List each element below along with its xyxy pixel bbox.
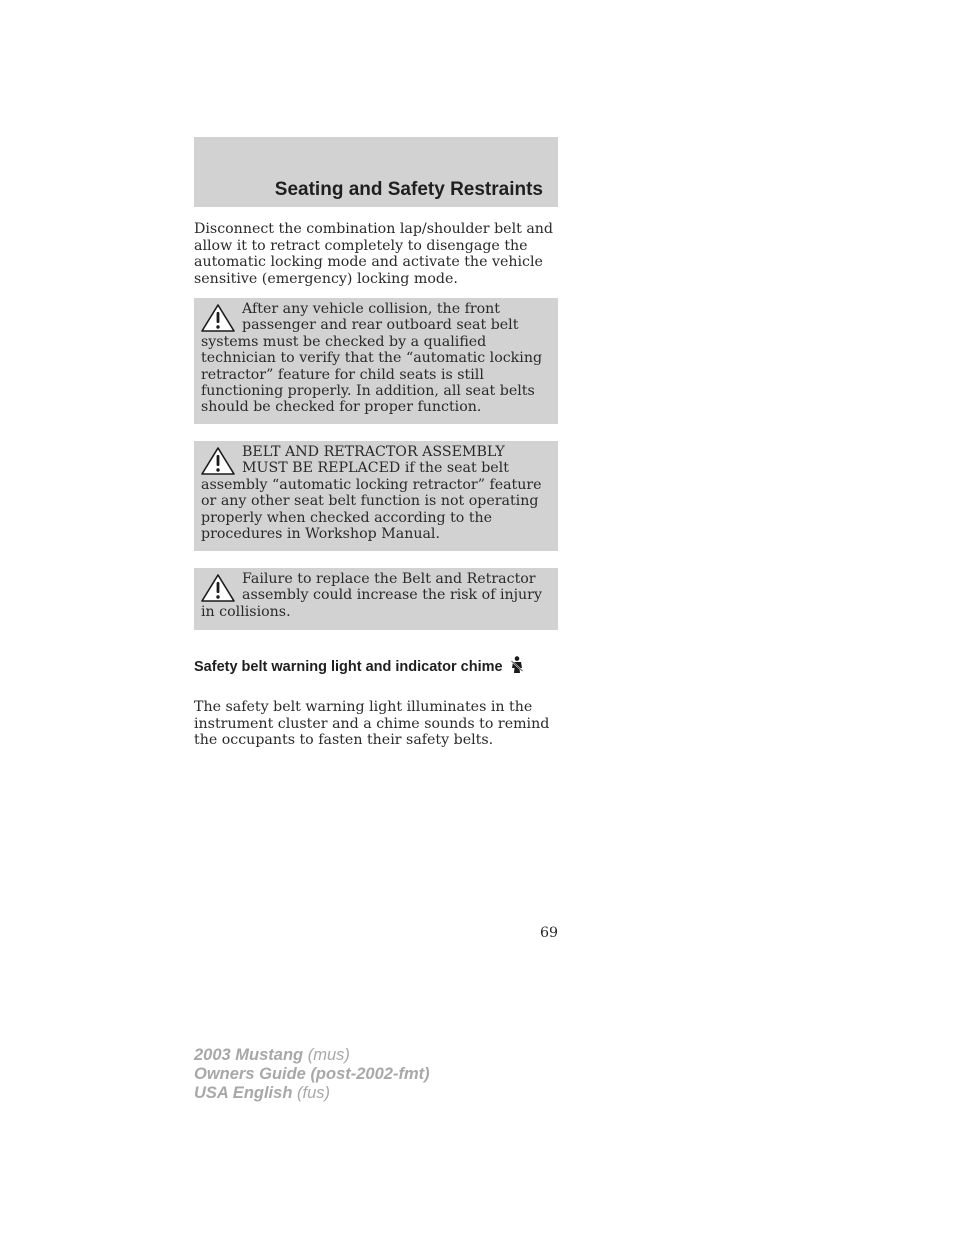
subsection-body: The safety belt warning light illuminates in the instrument cluster and a chime sounds to remind the occupants to fasten their safety belts. [194, 699, 550, 748]
warning-text: BELT AND RETRACTOR ASSEMBLY MUST BE REPLACED if the seat belt assembly “automatic locking retractor” feature or any other seat belt function is not operating properly when checked according to the procedures in Workshop Manual. [201, 444, 542, 543]
warning-box [194, 441, 558, 551]
section-title: Seating and Safety Restraints [274, 179, 543, 200]
warning-box [194, 298, 558, 424]
warning-triangle-icon [200, 446, 236, 476]
warning-triangle-icon [200, 573, 236, 603]
footer-line-language: USA English (fus) [194, 1084, 330, 1102]
footer-line-guide: Owners Guide (post-2002-fmt) [194, 1065, 430, 1083]
warning-text: Failure to replace the Belt and Retractor assembly could increase the risk of injury in collisions. [201, 571, 542, 620]
seatbelt-icon [509, 656, 525, 674]
warning-box [194, 568, 558, 630]
page-number: 69 [539, 925, 558, 941]
warning-text: After any vehicle collision, the front passenger and rear outboard seat belt systems must be checked by a qualified technician to verify that the “automatic locking retractor” feature for child seats is still functioning properly. In addition, all seat belts should be checked for proper function. [201, 301, 543, 416]
footer-line-model: 2003 Mustang (mus) [194, 1046, 350, 1064]
subsection-heading [194, 656, 558, 676]
intro-paragraph: Disconnect the combination lap/shoulder belt and allow it to retract completely to disengage the automatic locking mode and activate the vehicle sensitive (emergency) locking mode. [194, 221, 554, 287]
warning-triangle-icon [200, 303, 236, 333]
section-header-band [194, 137, 558, 207]
subsection-heading-text: Safety belt warning light and indicator chime [194, 659, 503, 675]
document-footer [194, 1046, 430, 1103]
